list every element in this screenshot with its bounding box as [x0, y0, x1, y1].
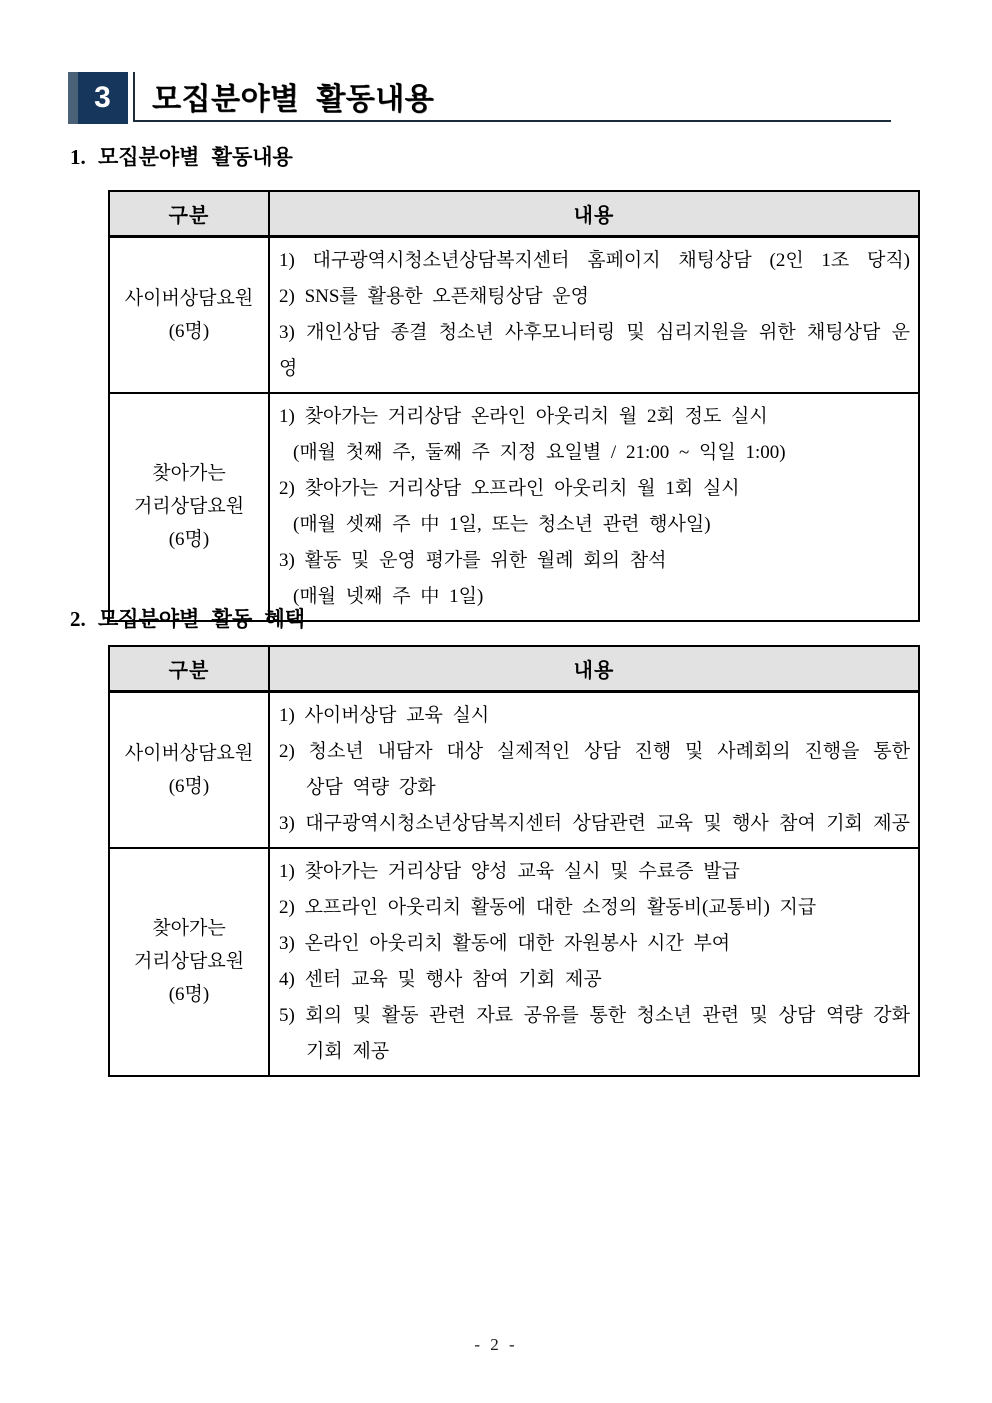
- content-cell: [269, 848, 919, 1076]
- content-line: 2) 오프라인 아웃리치 활동에 대한 소정의 활동비(교통비) 지급: [279, 896, 817, 918]
- content-cell: [269, 236, 919, 393]
- activities-table: [108, 190, 920, 622]
- column-header-content: 내용: [269, 191, 919, 236]
- category-count: (6명): [168, 775, 210, 797]
- content-cell: [269, 393, 919, 621]
- benefits-table: [108, 645, 920, 1077]
- category-label: 사이버상담요원: [124, 287, 254, 309]
- category-label: 찾아가는: [152, 918, 226, 939]
- content-line: 기회 제공: [306, 1040, 390, 1062]
- content-line: 상담 역량 강화: [306, 776, 436, 798]
- category-cell-cyber-counselor: [109, 236, 269, 393]
- content-line: 1) 찾아가는 거리상담 온라인 아웃리치 월 2회 정도 실시: [279, 405, 768, 427]
- heading-activities: 1. 모집분야별 활동내용: [70, 145, 293, 169]
- table-row: [109, 691, 919, 848]
- table-row: [109, 393, 919, 621]
- category-count: (6명): [168, 984, 210, 1005]
- category-label: 찾아가는: [152, 463, 226, 484]
- section-title-block: [133, 72, 891, 122]
- category-label: 거리상담요원: [133, 951, 245, 972]
- content-line: (매월 셋째 주 中 1일, 또는 청소년 관련 행사일): [293, 513, 711, 535]
- content-line: 1) 찾아가는 거리상담 양성 교육 실시 및 수료증 발급: [279, 860, 740, 882]
- category-cell-street-counselor: [109, 848, 269, 1076]
- category-count: (6명): [168, 529, 210, 550]
- table-row: [109, 848, 919, 1076]
- column-header-category: 구분: [109, 646, 269, 691]
- content-line: (매월 넷째 주 中 1일): [293, 585, 484, 607]
- column-header-category: 구분: [109, 191, 269, 236]
- section-header: [68, 72, 891, 124]
- content-line: 3) 온라인 아웃리치 활동에 대한 자원봉사 시간 부여: [279, 932, 731, 954]
- content-line: 3) 활동 및 운영 평가를 위한 월례 회의 참석: [279, 549, 667, 571]
- content-line: 2) SNS를 활용한 오픈채팅상담 운영: [279, 285, 589, 307]
- category-label: 사이버상담요원: [124, 742, 254, 764]
- heading-benefits: 2. 모집분야별 활동 혜택: [70, 607, 306, 631]
- content-line: 1) 사이버상담 교육 실시: [279, 704, 490, 726]
- section-number-badge: [68, 72, 128, 124]
- content-cell: [269, 691, 919, 848]
- content-line: 3) 개인상담 종결 청소년 사후모니터링 및 심리지원을 위한 채팅상담 운영: [279, 321, 910, 379]
- content-line: 3) 대구광역시청소년상담복지센터 상담관련 교육 및 행사 참여 기회 제공: [279, 812, 910, 834]
- category-label: 거리상담요원: [133, 496, 245, 517]
- content-line: 4) 센터 교육 및 행사 참여 기회 제공: [279, 968, 602, 990]
- category-count: (6명): [168, 320, 210, 342]
- content-line: 2) 찾아가는 거리상담 오프라인 아웃리치 월 1회 실시: [279, 477, 740, 499]
- page-title: 모집분야별 활동내용: [152, 83, 435, 116]
- category-cell-street-counselor: [109, 393, 269, 621]
- content-line: 2) 청소년 내담자 대상 실제적인 상담 진행 및 사례회의 진행을 통한: [279, 740, 910, 762]
- page-number: - 2 -: [474, 1335, 518, 1354]
- section-number: 3: [94, 81, 111, 114]
- content-line: 5) 회의 및 활동 관련 자료 공유를 통한 청소년 관련 및 상담 역량 강화: [279, 1004, 910, 1026]
- category-cell-cyber-counselor: [109, 691, 269, 848]
- table-header-row: [109, 646, 919, 691]
- content-line: 1) 대구광역시청소년상담복지센터 홈페이지 채팅상담 (2인 1조 당직): [279, 249, 910, 271]
- badge-accent-strip: [68, 72, 78, 124]
- content-line: (매월 첫째 주, 둘째 주 지정 요일별 / 21:00 ~ 익일 1:00): [293, 441, 786, 463]
- column-header-content: 내용: [269, 646, 919, 691]
- table-row: [109, 236, 919, 393]
- table-header-row: [109, 191, 919, 236]
